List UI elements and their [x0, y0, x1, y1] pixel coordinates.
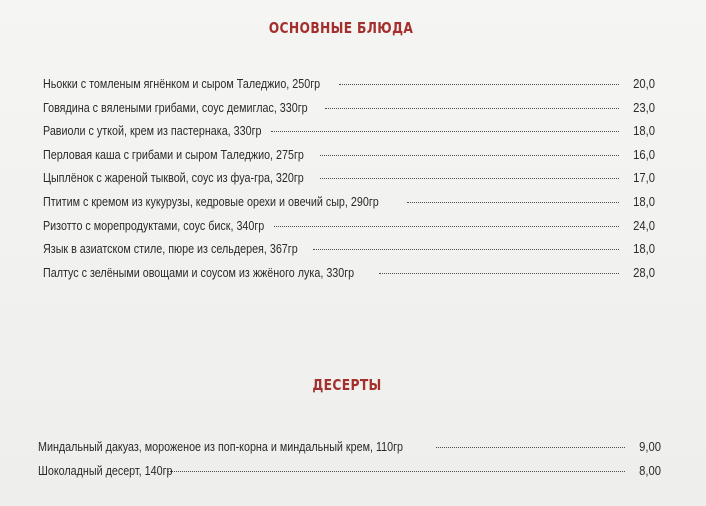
menu-item: [43, 195, 655, 219]
item-name: Язык в азиатском стиле, пюре из сельдерея, 367гр: [43, 242, 298, 257]
item-price: 18,0: [633, 124, 655, 139]
item-price: 8,00: [639, 464, 661, 478]
menu-item: [43, 124, 655, 148]
menu-item: [43, 171, 655, 195]
desserts-list: [38, 440, 661, 488]
dotted-leader: [339, 84, 619, 85]
section-title-desserts: ДЕСЕРТЫ: [312, 376, 382, 394]
dotted-leader: [168, 471, 625, 472]
section-title-mains: ОСНОВНЫЕ БЛЮДА: [268, 19, 414, 37]
item-name: Ньокки с томленым ягнёнком и сыром Таледжио, 250гр: [43, 77, 321, 91]
item-price: 9,00: [639, 440, 661, 454]
dotted-leader: [320, 178, 619, 179]
menu-item: [38, 464, 661, 488]
dotted-leader: [271, 131, 619, 132]
item-price: 20,0: [633, 77, 655, 91]
item-name: Перловая каша с грибами и сыром Таледжио, 275гр: [43, 147, 304, 162]
item-price: 18,0: [633, 242, 655, 257]
item-price: 18,0: [633, 194, 655, 209]
mains-list: [43, 77, 655, 289]
menu-item: [43, 219, 655, 243]
dotted-leader: [325, 108, 619, 109]
menu-item: [43, 77, 655, 101]
dotted-leader: [407, 202, 619, 203]
menu-item: [38, 440, 661, 464]
item-name: Шоколадный десерт, 140гр: [38, 464, 173, 478]
item-name: Миндальный дакуаз, мороженое из поп-корна и миндальный крем, 110гр: [38, 440, 404, 454]
dotted-leader: [320, 155, 619, 156]
item-price: 24,0: [633, 218, 655, 233]
item-name: Говядина с вялеными грибами, соус демиглас, 330гр: [43, 100, 308, 115]
item-price: 28,0: [633, 265, 655, 280]
item-price: 17,0: [633, 171, 655, 186]
dotted-leader: [313, 249, 619, 250]
menu-item: [43, 266, 655, 290]
item-price: 16,0: [633, 147, 655, 162]
item-price: 23,0: [633, 100, 655, 115]
menu-item: [43, 101, 655, 125]
dotted-leader: [274, 226, 619, 227]
item-name: Птитим с кремом из кукурузы, кедровые орехи и овечий сыр, 290гр: [43, 194, 379, 209]
dotted-leader: [436, 447, 625, 448]
item-name: Ризотто с морепродуктами, соус биск, 340гр: [43, 218, 265, 233]
item-name: Равиоли с уткой, крем из пастернака, 330гр: [43, 124, 262, 139]
item-name: Цыплёнок с жареной тыквой, соус из фуа-гра, 320гр: [43, 171, 304, 186]
dotted-leader: [379, 273, 619, 274]
menu-item: [43, 242, 655, 266]
menu-item: [43, 148, 655, 172]
item-name: Палтус с зелёными овощами и соусом из жжёного лука, 330гр: [43, 265, 355, 280]
